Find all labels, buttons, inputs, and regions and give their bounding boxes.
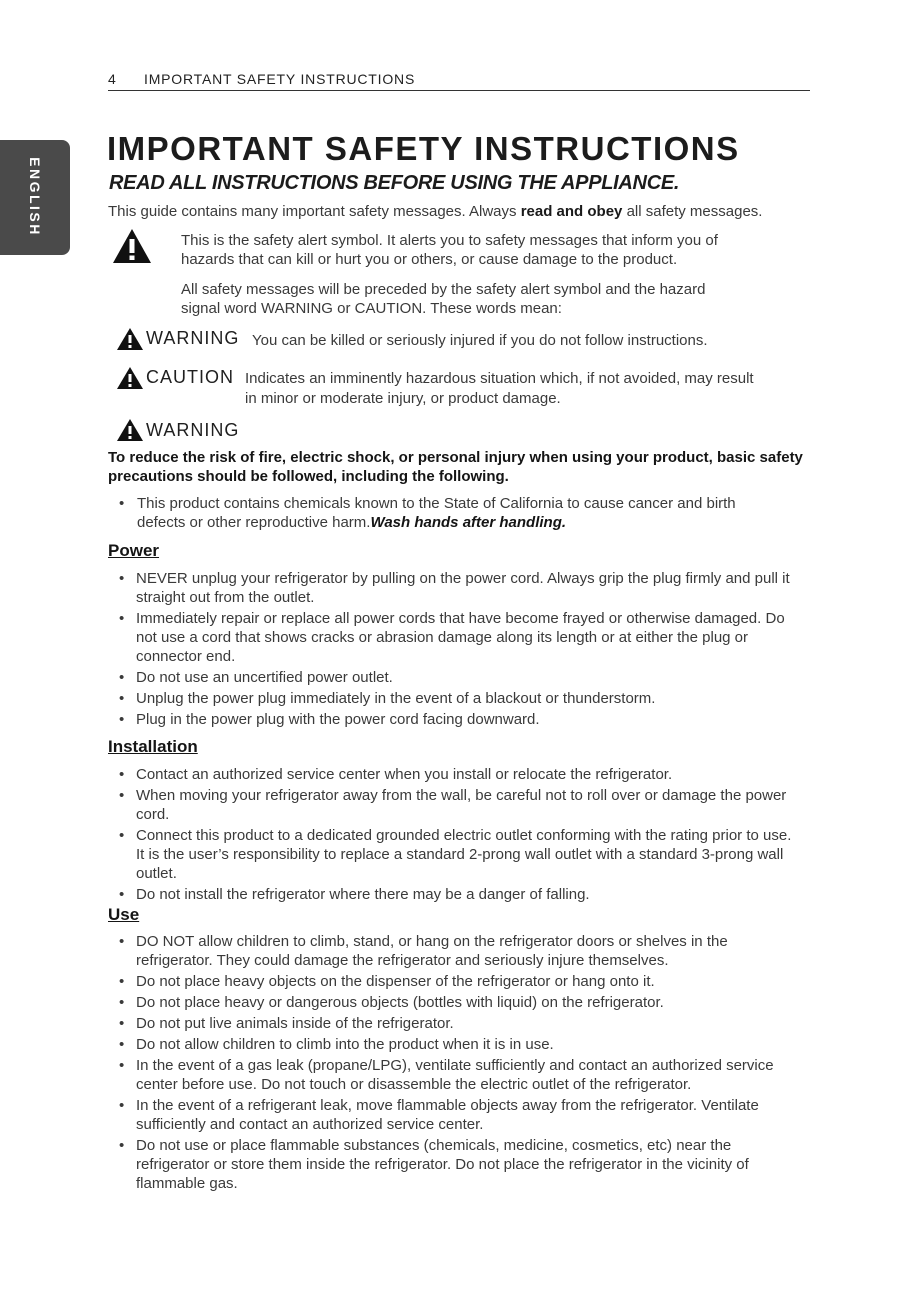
- installation-list-item: • Contact an authorized service center when you install or relocate the refrigerator.: [108, 765, 798, 784]
- alert-symbol-line: signal word WARNING or CAUTION. These words mean:: [181, 300, 562, 317]
- alert-symbol-line: This is the safety alert symbol. It alerts you to safety messages that inform you of: [181, 232, 718, 249]
- intro-emphasis: read and obey: [520, 203, 623, 220]
- power-list-item: • Plug in the power plug with the power cord facing downward.: [108, 710, 798, 729]
- bullet-dot: •: [119, 495, 125, 512]
- installation-list: [108, 765, 798, 906]
- running-header-title: IMPORTANT SAFETY INSTRUCTIONS: [144, 71, 416, 87]
- use-list-item: • Do not place heavy or dangerous objects (bottles with liquid) on the refrigerator.: [108, 993, 798, 1012]
- section-title-power: Power: [108, 541, 160, 560]
- warning-block-line: precautions should be followed, including the following.: [108, 468, 509, 485]
- installation-list-item: • Do not install the refrigerator where there may be a danger of falling.: [108, 885, 798, 904]
- warning-definition: You can be killed or seriously injured if you do not follow instructions.: [252, 332, 708, 349]
- installation-list-item: • When moving your refrigerator away from the wall, be careful not to roll over or damage the power cord.: [108, 786, 798, 824]
- section-title-use: Use: [108, 905, 140, 924]
- power-list: [108, 569, 798, 731]
- running-header: [108, 71, 810, 91]
- alert-symbol-line: All safety messages will be preceded by the safety alert symbol and the hazard: [181, 281, 706, 298]
- caution-definition-line: Indicates an imminently hazardous situation which, if not avoided, may result: [245, 370, 754, 387]
- installation-list-item: • Connect this product to a dedicated grounded electric outlet conforming with the rating prior to use. It is the user’s responsibility to replace a standard 2-prong wall outlet with a standard 3-prong wall outlet.: [108, 826, 798, 883]
- use-list: [108, 932, 798, 1195]
- warning-block-line: To reduce the risk of fire, electric shock, or personal injury when using your product, basic safety: [108, 449, 803, 466]
- use-list-item: • Do not allow children to climb into the product when it is in use.: [108, 1035, 798, 1054]
- use-list-item: • Do not place heavy objects on the dispenser of the refrigerator or hang onto it.: [108, 972, 798, 991]
- caution-definition-line: in minor or moderate injury, or product damage.: [245, 390, 561, 407]
- section-title-installation: Installation: [108, 737, 198, 756]
- use-list-item: • Do not use or place flammable substances (chemicals, medicine, cosmetics, etc) near the refrigerator or store them inside the refrigerator. Do not place the refrigerator in the vicinity of flammable gas.: [108, 1136, 798, 1193]
- prop65-line: defects or other reproductive harm.: [137, 514, 371, 531]
- power-list-item: • Do not use an uncertified power outlet.: [108, 668, 798, 687]
- use-list-item: • In the event of a gas leak (propane/LPG), ventilate sufficiently and contact an authorized service center before use. Do not touch or disassemble the electric outlet of the refrigerator.: [108, 1056, 798, 1094]
- page-title: IMPORTANT SAFETY INSTRUCTIONS: [107, 130, 740, 167]
- warning-triangle-icon: [116, 327, 144, 351]
- caution-signal-word: CAUTION: [146, 367, 234, 387]
- power-list-item: • NEVER unplug your refrigerator by pulling on the power cord. Always grip the plug firmly and pull it straight out from the outlet.: [108, 569, 798, 607]
- caution-triangle-icon: [116, 366, 144, 390]
- warning-signal-word: WARNING: [146, 328, 240, 348]
- page-subtitle: READ ALL INSTRUCTIONS BEFORE USING THE APPLIANCE.: [109, 172, 680, 194]
- page-number: 4: [108, 71, 117, 87]
- warning-triangle-icon: [116, 418, 144, 442]
- intro-text: [108, 202, 762, 221]
- power-list-item: • Unplug the power plug immediately in the event of a blackout or thunderstorm.: [108, 689, 798, 708]
- safety-alert-symbol-icon: [112, 228, 152, 264]
- alert-symbol-line: hazards that can kill or hurt you or others, or cause damage to the product.: [181, 251, 678, 268]
- intro-text-part: This guide contains many important safety messages. Always: [108, 203, 521, 220]
- language-tab: [0, 140, 70, 255]
- use-list-item: • DO NOT allow children to climb, stand, or hang on the refrigerator doors or shelves in the refrigerator. They could damage the refrigerator and seriously injure themselves.: [108, 932, 798, 970]
- prop65-line: This product contains chemicals known to the State of California to cause cancer and birth: [137, 495, 736, 512]
- prop65-emphasis: Wash hands after handling.: [370, 514, 567, 531]
- use-list-item: • Do not put live animals inside of the refrigerator.: [108, 1014, 798, 1033]
- intro-text-part: all safety messages.: [622, 203, 763, 220]
- language-tab-label: ENGLISH: [27, 157, 43, 237]
- power-list-item: • Immediately repair or replace all power cords that have become frayed or otherwise damaged. Do not use a cord that shows cracks or abrasion damage along its length or at either the plug or connector end.: [108, 609, 798, 666]
- use-list-item: • In the event of a refrigerant leak, move flammable objects away from the refrigerator. Ventilate sufficiently and contact an authorized service center.: [108, 1096, 798, 1134]
- warning-block-signal-word: WARNING: [146, 420, 240, 440]
